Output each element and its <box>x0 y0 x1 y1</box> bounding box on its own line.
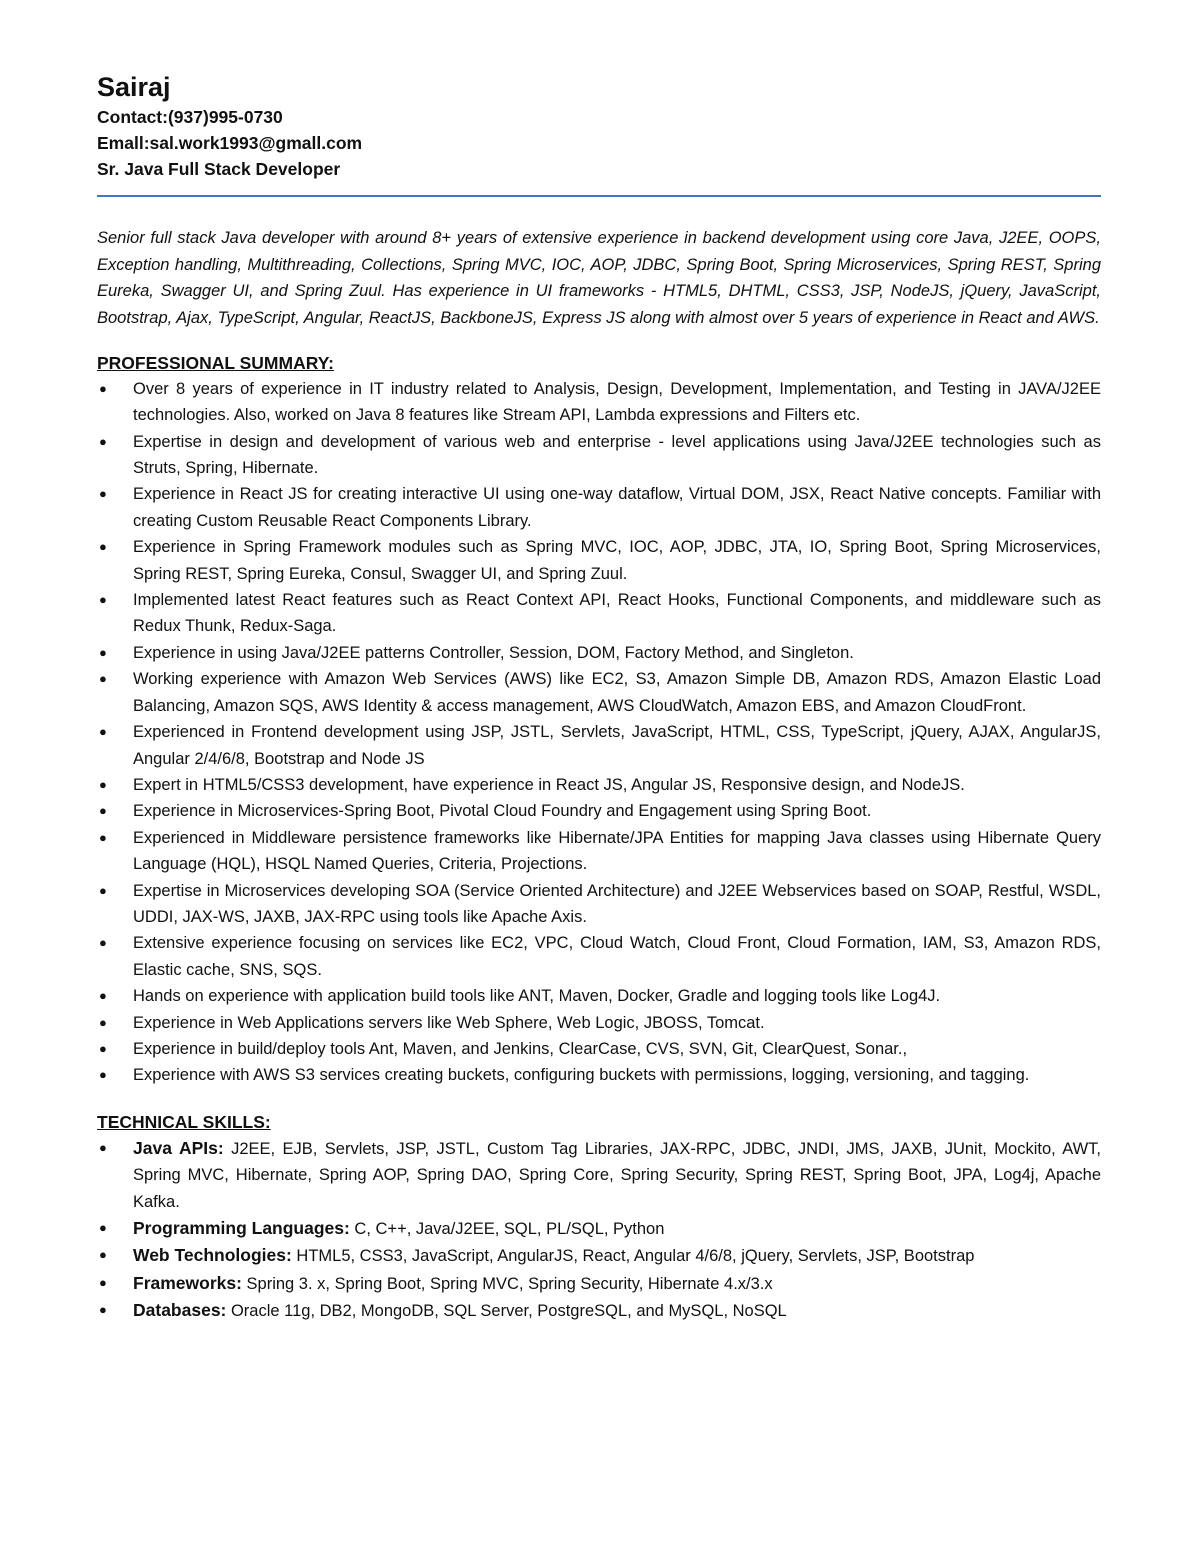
bullet-dot-icon: ● <box>99 1220 107 1235</box>
summary-item <box>97 878 1101 931</box>
bullet-dot-icon: ● <box>99 882 107 898</box>
summary-item-text: Expertise in design and development of various web and enterprise - level applications using Java/J2EE technologies such as Struts, Spring, Hibernate. <box>133 432 1101 478</box>
objective-paragraph: Senior full stack Java developer with around 8+ years of extensive experience in backend development using core Java, J2EE, OOPS, Exception handling, Multithreading, Collections, Spring MVC, IOC, AOP, JDBC, Spring Boot, Spring Microservices, Spring REST, Spring Eureka, Swagger UI, and Spring Zuul. Has experience in UI frameworks - HTML5, DHTML, CSS3, JSP, NodeJS, jQuery, JavaScript, Bootstrap, Ajax, TypeScript, Angular, ReactJS, BackboneJS, Express JS along with almost over 5 years of experience in React and AWS. <box>97 229 1101 328</box>
summary-item-text: Experience in Microservices-Spring Boot, Pivotal Cloud Foundry and Engagement using Spring Boot. <box>133 802 872 821</box>
professional-summary-title: PROFESSIONAL SUMMARY: <box>97 352 334 373</box>
bullet-dot-icon: ● <box>99 539 107 555</box>
skill-category-value: Oracle 11g, DB2, MongoDB, SQL Server, PostgreSQL, and MySQL, NoSQL <box>226 1302 787 1321</box>
bullet-dot-icon: ● <box>99 592 107 608</box>
bullet-dot-icon: ● <box>99 724 107 740</box>
bullet-dot-icon: ● <box>99 829 107 845</box>
summary-item <box>97 719 1101 772</box>
summary-item-text: Expertise in Microservices developing SOA (Service Oriented Architecture) and J2EE Webservices based on SOAP, Restful, WSDL, UDDI, JAX-WS, JAXB, JAX-RPC using tools like Apache Axis. <box>133 881 1101 926</box>
summary-item <box>97 481 1101 534</box>
summary-item <box>97 772 1101 798</box>
bullet-dot-icon: ● <box>99 486 107 502</box>
bullet-dot-icon: ● <box>99 433 107 449</box>
job-title: Sr. Java Full Stack Developer <box>97 159 341 179</box>
bullet-dot-icon: ● <box>99 1302 107 1318</box>
summary-item <box>97 798 1101 824</box>
bullet-dot-icon: ● <box>99 988 107 1004</box>
contact-phone: Contact:(937)995-0730 <box>97 107 283 127</box>
summary-item-text: Experience in Web Applications servers like Web Sphere, Web Logic, JBOSS, Tomcat. <box>133 1013 765 1032</box>
bullet-dot-icon: ● <box>99 1067 107 1083</box>
skill-item <box>97 1135 1101 1215</box>
skill-item <box>97 1297 1101 1324</box>
bullet-dot-icon: ● <box>99 1040 107 1056</box>
skill-item <box>97 1215 1101 1242</box>
summary-item-text: Over 8 years of experience in IT industry related to Analysis, Design, Development, Implementation, and Testing in JAVA/J2EE technologies. Also, worked on Java 8 features like Stream API, Lambda expressions and Filters etc. <box>133 379 1101 425</box>
summary-item <box>97 1062 1101 1088</box>
summary-item <box>97 930 1101 983</box>
summary-item <box>97 376 1101 429</box>
summary-item-text: Experience in React JS for creating interactive UI using one-way dataflow, Virtual DOM, JSX, React Native concepts. Familiar with creating Custom Reusable React Components Library. <box>133 485 1101 530</box>
skill-category-value: J2EE, EJB, Servlets, JSP, JSTL, Custom Tag Libraries, JAX-RPC, JDBC, JNDI, JMS, JAXB, JUnit, Mockito, AWT, Spring MVC, Hibernate, Spring AOP, Spring DAO, Spring Core, Spring Security, Spring REST, Spring Boot, JPA, Log4j, Apache Kafka. <box>133 1139 1101 1211</box>
skill-category-label: Java APIs: <box>133 1137 224 1158</box>
skill-item <box>97 1270 1101 1297</box>
summary-item <box>97 983 1101 1009</box>
bullet-dot-icon: ● <box>99 1274 107 1290</box>
skill-category-value: C, C++, Java/J2EE, SQL, PL/SQL, Python <box>349 1220 665 1238</box>
summary-item <box>97 1036 1101 1062</box>
summary-item <box>97 534 1101 587</box>
summary-item-text: Implemented latest React features such as React Context API, React Hooks, Functional Components, and middleware such as Redux Thunk, Redux-Saga. <box>133 591 1101 636</box>
skill-category-label: Web Technologies: <box>133 1245 292 1266</box>
bullet-dot-icon: ● <box>99 776 107 792</box>
summary-item <box>97 429 1101 482</box>
summary-item <box>97 587 1101 640</box>
summary-item-text: Experience with AWS S3 services creating buckets, configuring buckets with permissions, logging, versioning, and tagging. <box>133 1066 1030 1085</box>
skill-category-label: Programming Languages: <box>133 1218 350 1238</box>
summary-item-text: Experience in using Java/J2EE patterns Controller, Session, DOM, Factory Method, and Singleton. <box>133 643 854 662</box>
summary-item-text: Experience in build/deploy tools Ant, Maven, and Jenkins, ClearCase, CVS, SVN, Git, ClearQuest, Sonar., <box>133 1039 908 1058</box>
skill-category-label: Databases: <box>133 1300 227 1321</box>
summary-item-text: Experienced in Middleware persistence frameworks like Hibernate/JPA Entities for mapping Java classes using Hibernate Query Language (HQL), HSQL Named Queries, Criteria, Projections. <box>133 828 1101 874</box>
summary-item-text: Expert in HTML5/CSS3 development, have experience in React JS, Angular JS, Responsive design, and NodeJS. <box>133 775 965 794</box>
bullet-dot-icon: ● <box>99 1014 107 1030</box>
summary-item <box>97 825 1101 878</box>
summary-item-text: Extensive experience focusing on services like EC2, VPC, Cloud Watch, Cloud Front, Cloud Formation, IAM, S3, Amazon RDS, Elastic cache, SNS, SQS. <box>133 934 1101 979</box>
summary-item-text: Experienced in Frontend development using JSP, JSTL, Servlets, JavaScript, HTML, CSS, TypeScript, jQuery, AJAX, AngularJS, Angular 2/4/6/8, Bootstrap and Node JS <box>133 723 1101 768</box>
technical-skills-title: TECHNICAL SKILLS: <box>97 1111 271 1132</box>
summary-item <box>97 1010 1101 1036</box>
summary-item-text: Experience in Spring Framework modules such as Spring MVC, IOC, AOP, JDBC, JTA, IO, Spring Boot, Spring Microservices, Spring REST, Spring Eureka, Consul, Swagger UI, and Spring Zuul. <box>133 538 1101 583</box>
candidate-name: Sairaj <box>97 72 171 102</box>
skill-category-value: HTML5, CSS3, JavaScript, AngularJS, React, Angular 4/6/8, jQuery, Servlets, JSP, Bootstrap <box>291 1247 975 1266</box>
summary-item <box>97 666 1101 719</box>
skill-item <box>97 1242 1101 1269</box>
summary-item-text: Hands on experience with application build tools like ANT, Maven, Docker, Gradle and logging tools like Log4J. <box>133 987 941 1006</box>
summary-item <box>97 640 1101 666</box>
summary-item-text: Working experience with Amazon Web Services (AWS) like EC2, S3, Amazon Simple DB, Amazon RDS, Amazon Elastic Load Balancing, Amazon SQS, AWS Identity & access management, AWS CloudWatch, Amazon EBS, and Amazon CloudFront. <box>133 670 1101 715</box>
professional-summary-list <box>97 376 1101 1089</box>
skill-category-label: Frameworks: <box>133 1272 242 1293</box>
bullet-dot-icon: ● <box>99 935 107 951</box>
resume-page <box>97 70 1101 1325</box>
contact-email: Emall:sal.work1993@gmall.com <box>97 133 363 153</box>
skill-category-value: Spring 3. x, Spring Boot, Spring MVC, Spring Security, Hibernate 4.x/3.x <box>241 1274 773 1293</box>
bullet-dot-icon: ● <box>99 380 107 396</box>
bullet-dot-icon: ● <box>99 1247 107 1263</box>
bullet-dot-icon: ● <box>99 644 107 660</box>
header-divider <box>97 195 1101 197</box>
bullet-dot-icon: ● <box>99 1139 107 1155</box>
bullet-dot-icon: ● <box>99 803 107 819</box>
bullet-dot-icon: ● <box>99 671 107 687</box>
technical-skills-list <box>97 1135 1101 1325</box>
